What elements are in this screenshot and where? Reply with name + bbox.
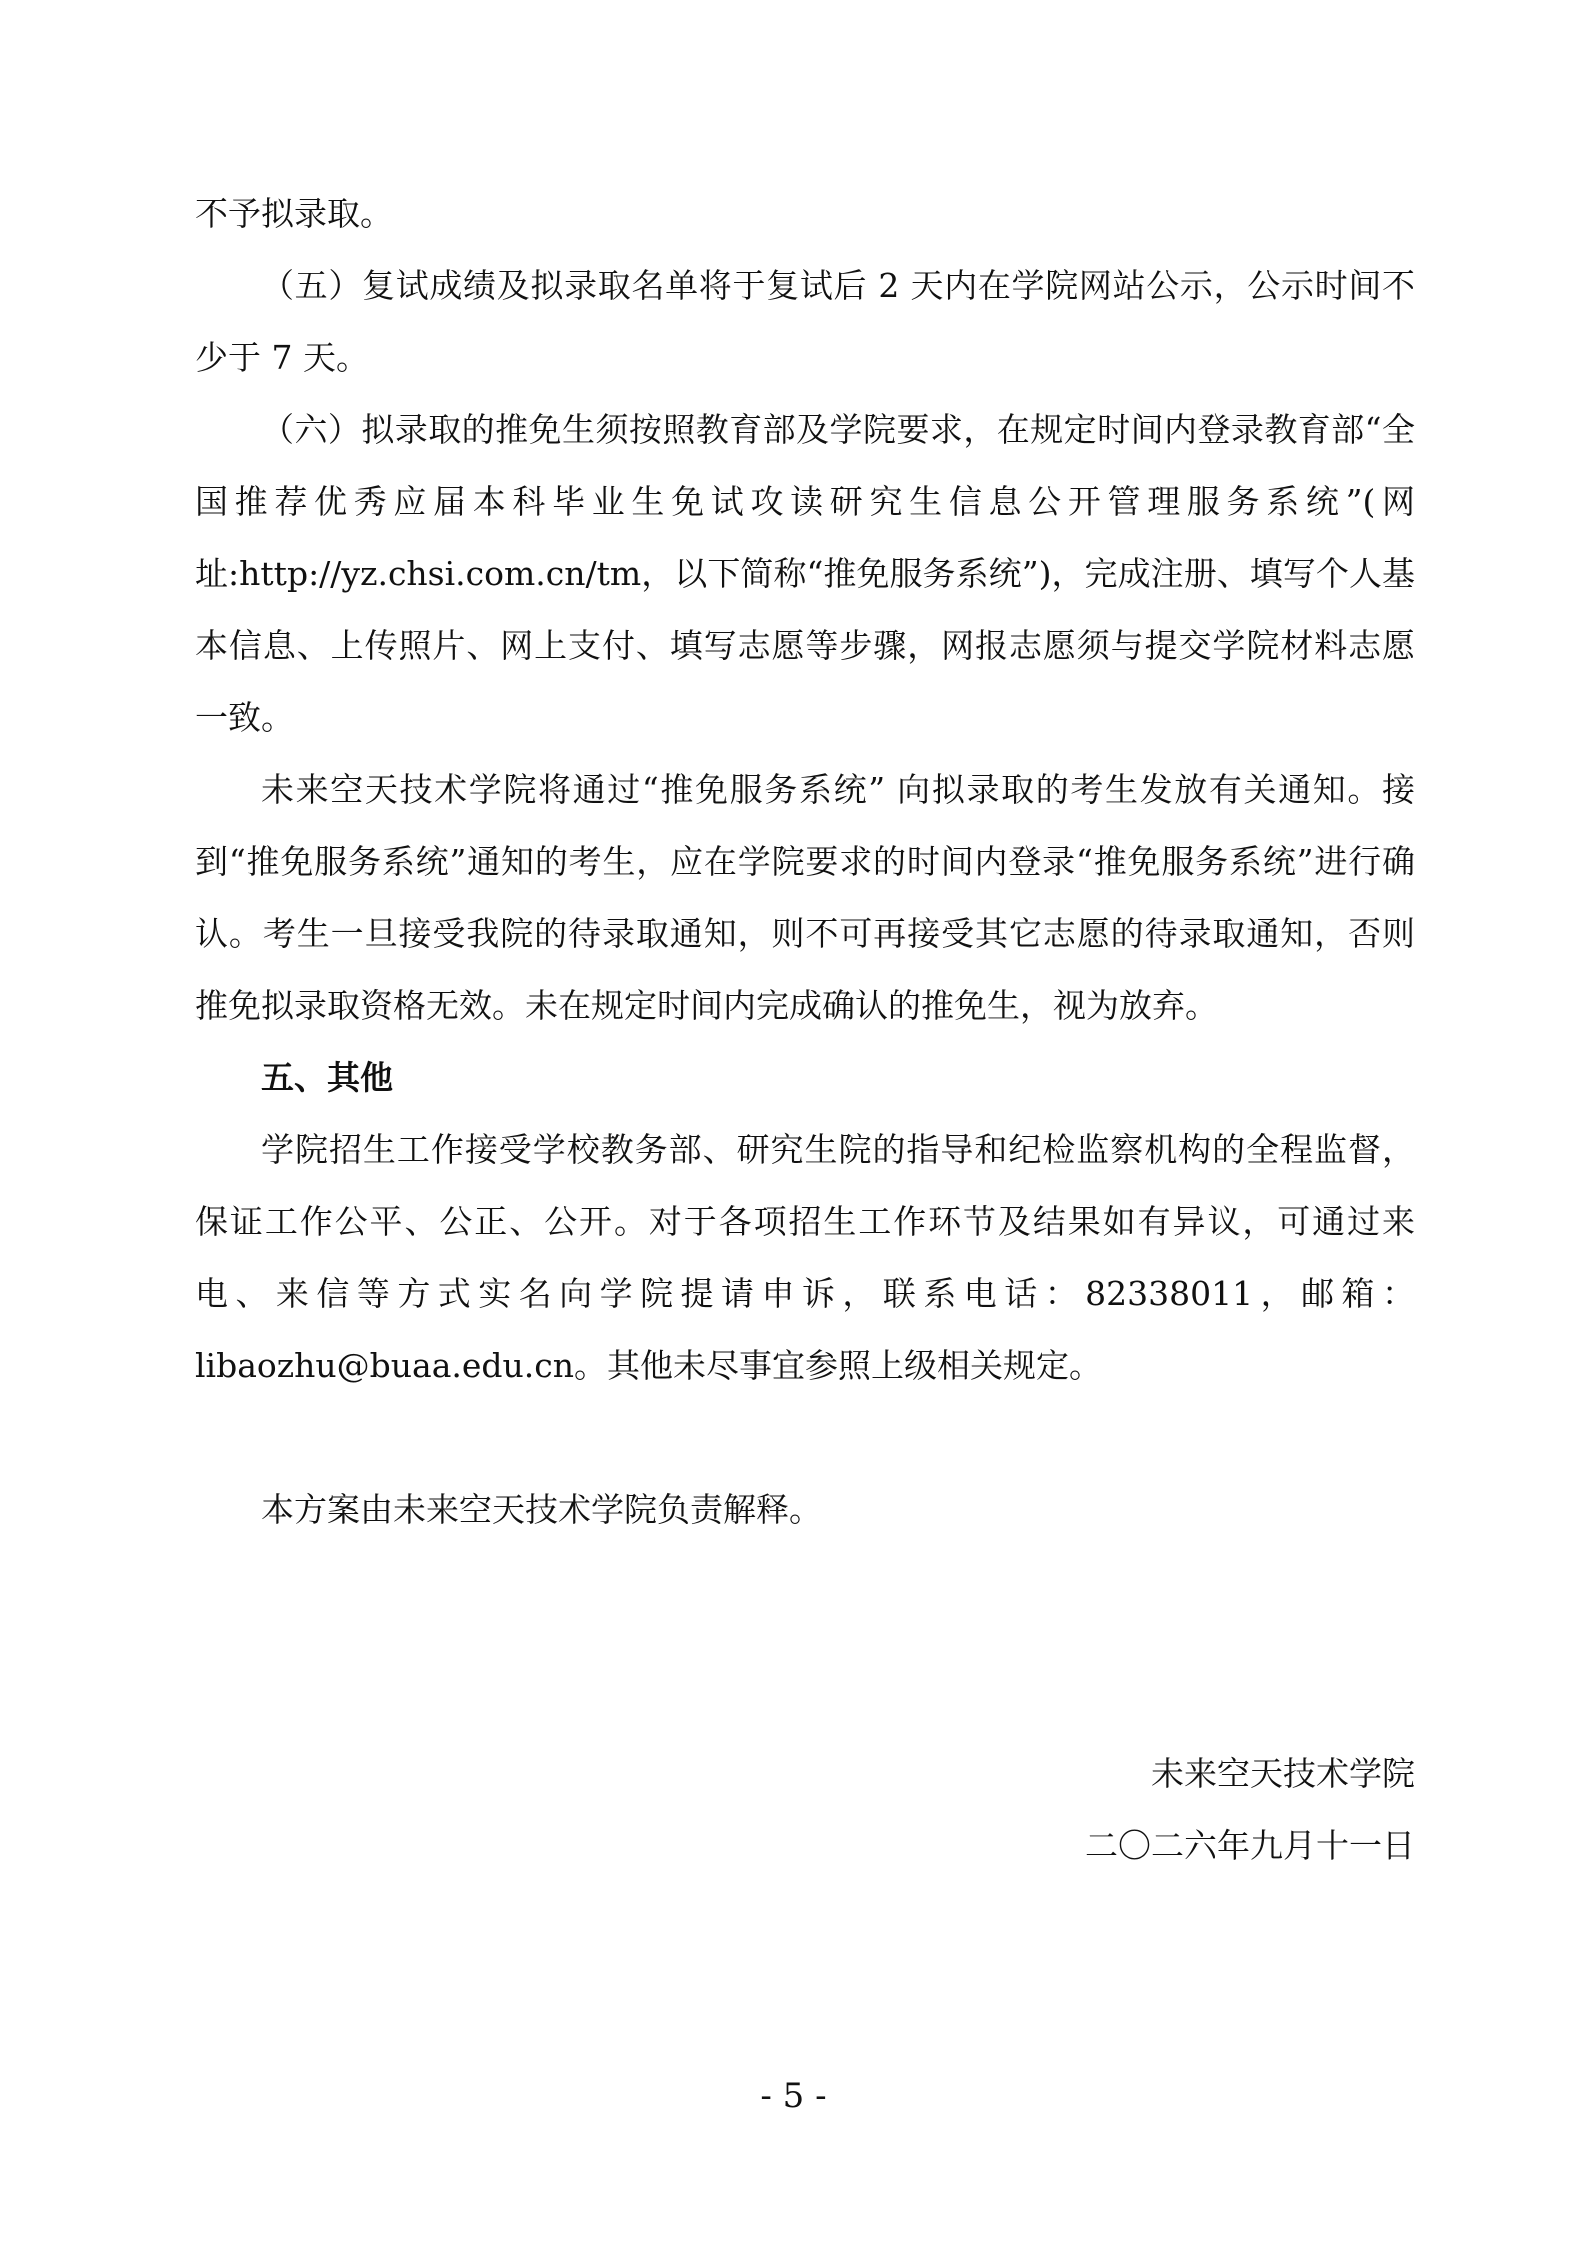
- signature-organization: 未来空天技术学院: [1151, 1754, 1415, 1793]
- paragraph-supervision: 学院招生工作接受学校教务部、研究生院的指导和纪检监察机构的全程监督，保证工作公平、公正、公开。对于各项招生工作环节及结果如有异议，可通过来电、来信等方式实名向学院提请申诉，联系电话：82338011，邮箱：libaozhu@buaa.edu.cn。其他未尽事宜参照上级相关规定。: [195, 1130, 1415, 1385]
- paragraph-item-five: （五）复试成绩及拟录取名单将于复试后 2 天内在学院网站公示，公示时间不少于 7 天。: [195, 266, 1415, 377]
- signature-block: [1085, 1738, 1415, 1882]
- section-heading-other: 五、其他: [261, 1058, 393, 1097]
- paragraph-interpretation: 本方案由未来空天技术学院负责解释。: [261, 1490, 822, 1529]
- paragraph-notification: 未来空天技术学院将通过“推免服务系统” 向拟录取的考生发放有关通知。接到“推免服务系统”通知的考生，应在学院要求的时间内登录“推免服务系统”进行确认。考生一旦接受我院的待录取通知，则不可再接受其它志愿的待录取通知，否则推免拟录取资格无效。未在规定时间内完成确认的推免生，视为放弃。: [195, 770, 1415, 1025]
- paragraph-continuation: 不予拟录取。: [195, 194, 393, 233]
- signature-date: 二〇二六年九月十一日: [1085, 1826, 1415, 1865]
- document-body: [195, 178, 1415, 1546]
- paragraph-item-six: （六）拟录取的推免生须按照教育部及学院要求，在规定时间内登录教育部“全国推荐优秀应届本科毕业生免试攻读研究生信息公开管理服务系统”(网址:http://yz.chsi.com.cn/tm，以下简称“推免服务系统”)，完成注册、填写个人基本信息、上传照片、网上支付、填写志愿等步骤，网报志愿须与提交学院材料志愿一致。: [195, 410, 1415, 737]
- blank-line: [195, 1402, 1415, 1474]
- page-number: - 5 -: [760, 2076, 827, 2116]
